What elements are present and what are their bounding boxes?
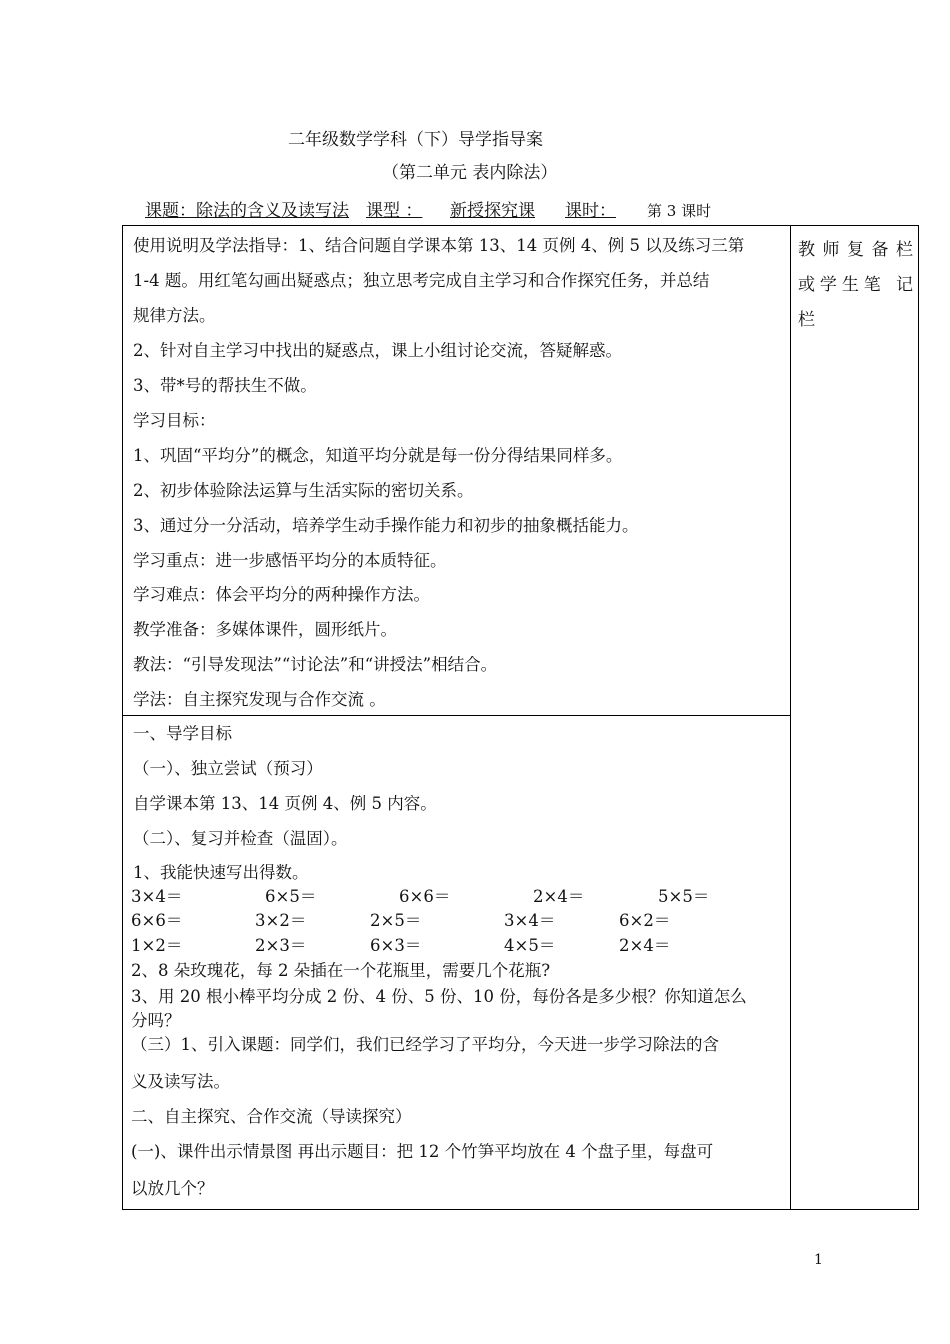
period-label: 课时： xyxy=(565,201,616,221)
instruction-line: 规律方法。 xyxy=(133,306,216,325)
key-point: 学习重点：进一步感悟平均分的本质特征。 xyxy=(133,551,447,570)
unit-subtitle: （第二单元 表内除法） xyxy=(382,163,558,183)
goal-item: 3、通过分一分活动，培养学生动手操作能力和初步的抽象概括能力。 xyxy=(133,516,639,535)
subsection-text: 义及读写法。 xyxy=(131,1072,230,1091)
goal-item: 1、巩固“平均分”的概念，知道平均分就是每一份分得结果同样多。 xyxy=(133,446,623,465)
teaching-method: 教法：“引导发现法”“讨论法”和“讲授法”相结合。 xyxy=(133,655,498,674)
instruction-line: 2、针对自主学习中找出的疑惑点，课上小组讨论交流，答疑解惑。 xyxy=(133,341,622,360)
math-problem: 3×2＝ xyxy=(255,911,307,930)
lesson-info-line xyxy=(145,196,711,221)
math-problem: 2×4＝ xyxy=(619,936,671,955)
math-problem: 6×2＝ xyxy=(619,911,671,930)
notes-header-line2: 或学生笔 记 xyxy=(798,275,913,295)
question: 2、8 朵玫瑰花，每 2 朵插在一个花瓶里，需要几个花瓶? xyxy=(131,961,551,980)
goals-label: 学习目标： xyxy=(133,411,216,430)
math-problem: 6×5＝ xyxy=(265,887,317,906)
page-number: 1 xyxy=(814,1252,823,1268)
subsection-text: （三）1、引入课题：同学们，我们已经学习了平均分，今天进一步学习除法的含 xyxy=(131,1035,719,1054)
preparation: 教学准备：多媒体课件，圆形纸片。 xyxy=(133,620,397,639)
difficulty: 学习难点：体会平均分的两种操作方法。 xyxy=(133,585,430,604)
math-problem: 5×5＝ xyxy=(658,887,710,906)
math-problem: 2×3＝ xyxy=(255,936,307,955)
type-value: 新授探究课 xyxy=(450,201,535,221)
goal-item: 2、初步体验除法运算与生活实际的密切关系。 xyxy=(133,481,474,500)
lesson-label: 课题： xyxy=(145,201,196,221)
math-problem: 3×4＝ xyxy=(131,887,183,906)
math-problem: 6×3＝ xyxy=(370,936,422,955)
instruction-line: 使用说明及学法指导：1、结合问题自学课本第 13、14 页例 4、例 5 以及练习三第 xyxy=(133,236,745,255)
math-problem: 1×2＝ xyxy=(131,936,183,955)
math-problem: 2×5＝ xyxy=(370,911,422,930)
task-text: 以放几个？ xyxy=(131,1179,214,1198)
subsection-heading: （二）、复习并检查（温固）。 xyxy=(133,829,348,848)
notes-header-line3: 栏 xyxy=(798,310,815,330)
math-problem: 6×6＝ xyxy=(399,887,451,906)
section-heading: 二、自主探究、合作交流（导读探究） xyxy=(131,1107,412,1126)
section-heading: 一、导学目标 xyxy=(133,724,232,743)
subsection-heading: （一）、独立尝试（预习） xyxy=(133,759,323,778)
learning-method: 学法：自主探究发现与合作交流 。 xyxy=(133,690,386,709)
page-title: 二年级数学学科（下）导学指导案 xyxy=(288,130,543,150)
question: 1、我能快速写出得数。 xyxy=(133,863,309,882)
period-value: 第 3 课时 xyxy=(647,202,712,220)
math-problem: 6×6＝ xyxy=(131,911,183,930)
instruction-line: 1-4 题。用红笔勾画出疑惑点；独立思考完成自主学习和合作探究任务，并总结 xyxy=(133,271,710,290)
question: 3、用 20 根小棒平均分成 2 份、4 份、5 份、10 份，每份各是多少根？你知道怎么 xyxy=(131,987,747,1006)
body-text: 自学课本第 13、14 页例 4、例 5 内容。 xyxy=(133,794,437,813)
notes-column-header xyxy=(798,233,913,338)
math-problem: 2×4＝ xyxy=(533,887,585,906)
row-divider xyxy=(122,715,790,716)
notes-header-line1: 教师复备栏 xyxy=(798,240,913,260)
lesson-title: 除法的含义及读写法 xyxy=(196,201,349,221)
math-problem: 4×5＝ xyxy=(504,936,556,955)
type-label: 课型 ： xyxy=(366,201,423,221)
task-text: (一)、课件出示情景图 再出示题目：把 12 个竹笋平均放在 4 个盘子里，每盘可 xyxy=(131,1142,714,1161)
column-divider xyxy=(790,225,791,1210)
instruction-line: 3、带*号的帮扶生不做。 xyxy=(133,376,317,395)
question: 分吗？ xyxy=(131,1011,181,1030)
math-problem: 3×4＝ xyxy=(504,911,556,930)
